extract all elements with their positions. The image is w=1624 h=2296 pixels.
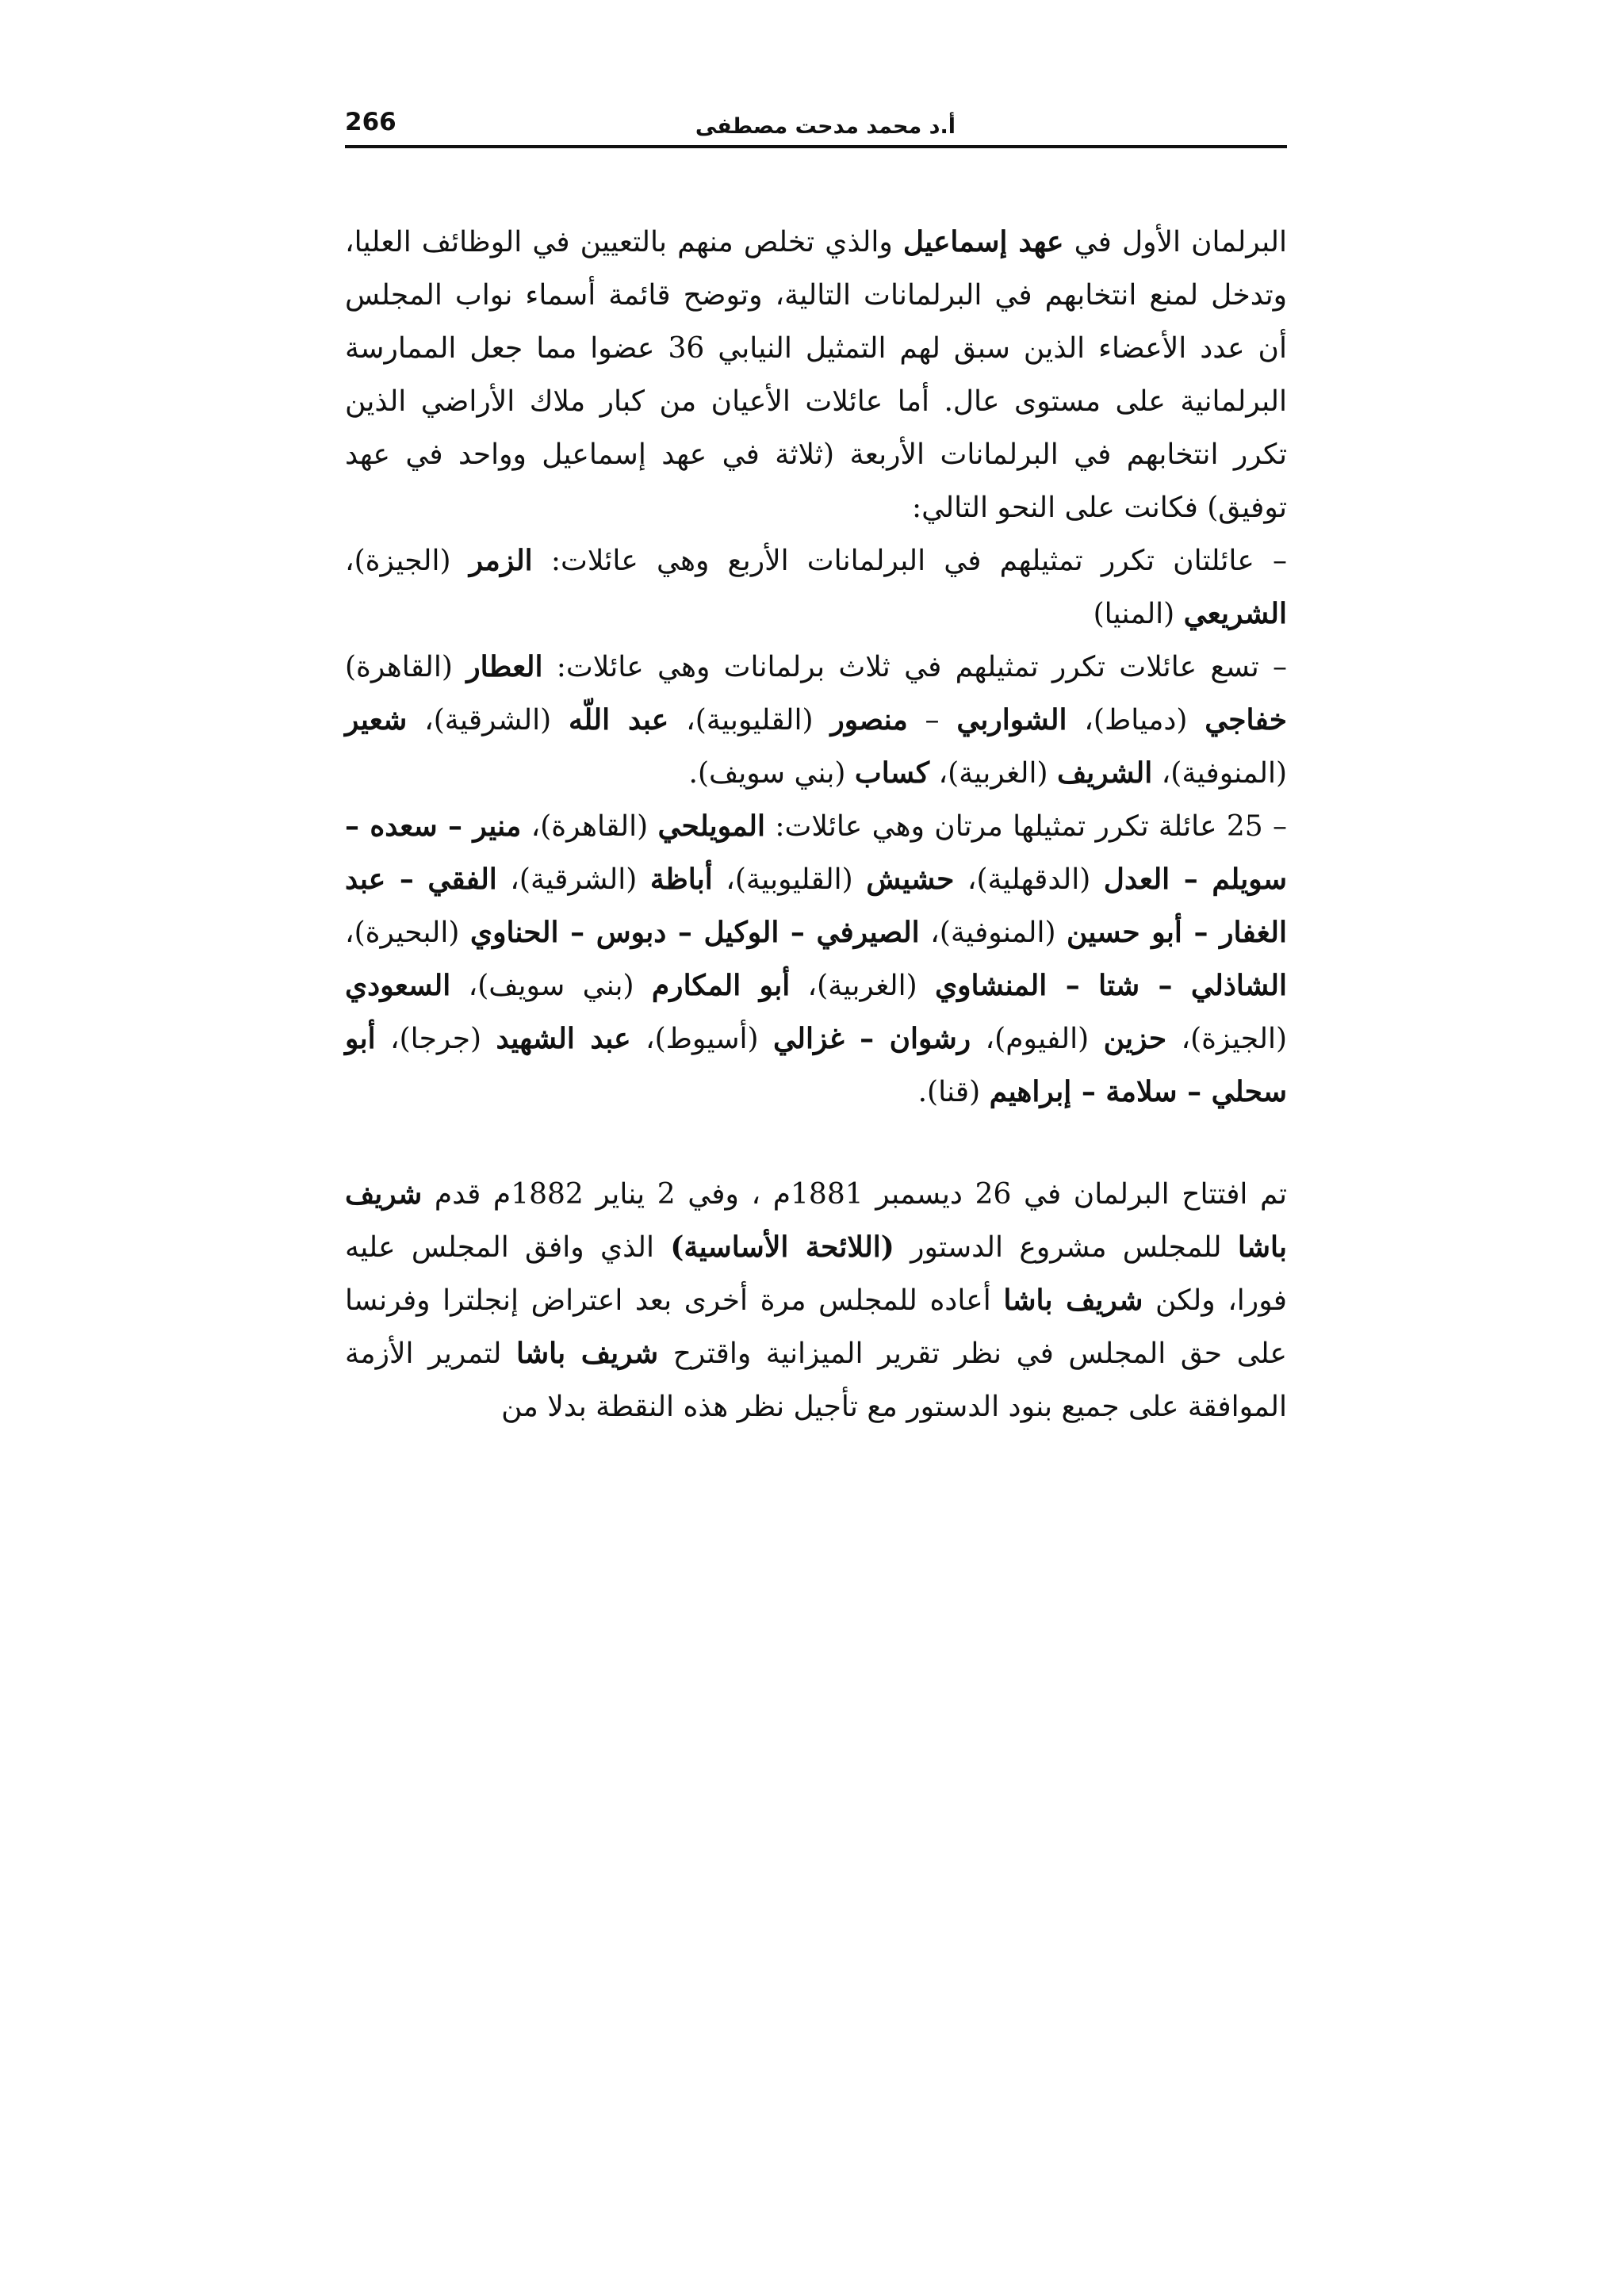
bold-name: الفقي – عبد الغفار – أبو حسين bbox=[345, 863, 1287, 949]
text-run: – bbox=[907, 704, 957, 737]
text-run: (الغربية)، bbox=[929, 757, 1057, 790]
bold-name: شريف باشا bbox=[1003, 1284, 1143, 1317]
text-run: – 25 عائلة تكرر تمثيلها مرتان وهي عائلات: bbox=[765, 810, 1287, 843]
bold-name: منير – سعده – سويلم – العدل bbox=[345, 809, 1287, 896]
bold-name: عبد اللّه bbox=[568, 703, 669, 737]
text-run: (المنيا) bbox=[1093, 598, 1184, 630]
bold-name: الشاذلي – شتا – المنشاوي bbox=[934, 969, 1287, 1002]
bold-name: شريف باشا bbox=[516, 1337, 659, 1370]
text-run: (البحيرة)، bbox=[345, 916, 470, 949]
bold-name: عهد إسماعيل bbox=[902, 225, 1064, 258]
text-run: (الدقهلية)، bbox=[954, 863, 1104, 896]
bold-name: المويلحي bbox=[657, 809, 766, 843]
bold-name: منصور bbox=[830, 703, 908, 737]
text-run: – تسع عائلات تكرر تمثيلهم في ثلاث برلمانات وهي عائلات: bbox=[542, 651, 1287, 683]
text-run: (القاهرة)، bbox=[521, 810, 658, 843]
body-text bbox=[345, 216, 1287, 1433]
text-run: (الجيزة)، bbox=[345, 545, 469, 577]
text-run: (المنوفية)، bbox=[1152, 757, 1287, 790]
paragraph-intro bbox=[345, 216, 1287, 534]
text-run: (بني سويف). bbox=[688, 757, 855, 790]
paragraph-two-families bbox=[345, 534, 1287, 641]
bold-name: أباظة bbox=[649, 863, 713, 896]
bold-name: خفاجي bbox=[1205, 703, 1287, 737]
page-header bbox=[345, 94, 1287, 146]
bold-name: الشواربي bbox=[956, 703, 1067, 737]
text-run: للمجلس مشروع الدستور bbox=[894, 1231, 1238, 1264]
text-run: (الشرقية)، bbox=[407, 704, 569, 737]
bold-name: حشيش bbox=[866, 863, 955, 896]
bold-name: شريف باشا bbox=[345, 1177, 1287, 1264]
page-number: 266 bbox=[345, 108, 396, 136]
text-run: (الفيوم)، bbox=[971, 1023, 1104, 1055]
text-run: (جرجا)، bbox=[375, 1023, 496, 1055]
text-run: أعاده للمجلس مرة أخرى بعد اعتراض إنجلترا وفرنسا على حق المجلس في نظر تقرير الميزانية واقترح bbox=[345, 1284, 1288, 1370]
text-run: (الجيزة)، bbox=[1166, 1023, 1288, 1055]
text-run: (أسيوط)، bbox=[630, 1023, 773, 1055]
bold-name: عبد الشهيد bbox=[496, 1022, 631, 1055]
paragraph-opening bbox=[345, 1168, 1287, 1433]
bold-name: العطار bbox=[466, 650, 543, 683]
paragraph-nine-families bbox=[345, 641, 1287, 800]
bold-name: رشوان – غزالي bbox=[772, 1022, 971, 1055]
bold-name: (اللائحة الأساسية) bbox=[670, 1230, 894, 1264]
text-run: تم افتتاح البرلمان في 26 ديسمبر 1881م ، وفي 2 يناير 1882م قدم bbox=[422, 1178, 1288, 1211]
bold-name: أبو سحلي – سلامة – إبراهيم bbox=[345, 1022, 1287, 1108]
bold-name: أبو المكارم bbox=[651, 969, 791, 1002]
bold-name: الزمر bbox=[469, 544, 533, 577]
text-run: (بني سويف)، bbox=[450, 970, 652, 1002]
text-run: (القليوبية)، bbox=[712, 863, 867, 896]
header-rule bbox=[345, 145, 1287, 148]
text-run: (دمياط)، bbox=[1067, 704, 1205, 737]
paragraph-twentyfive-families bbox=[345, 800, 1287, 1119]
bold-name: شعير bbox=[345, 703, 408, 737]
text-run: (الشرقية)، bbox=[496, 863, 650, 896]
text-run: (المنوفية)، bbox=[919, 916, 1067, 949]
bold-name: كساب bbox=[854, 756, 929, 790]
bold-name: الصيرفي – الوكيل – دبوس – الحناوي bbox=[469, 916, 920, 949]
text-run: والذي تخلص منهم بالتعيين في الوظائف العليا، وتدخل لمنع انتخابهم في البرلمانات التالية، وتوضح قائمة أسماء نواب المجلس أن عدد الأعضاء الذين سبق لهم التمثيل النيابي 36 عضوا مما جعل الممارسة البرلمانية على مستوى عال. أما عائلات الأعيان من كبار ملاك الأراضي الذين تكرر انتخابهم في البرلمانات الأربعة (ثلاثة في عهد إسماعيل وواحد في عهد توفيق) فكانت على النحو التالي: bbox=[345, 226, 1288, 524]
bold-name: الشريف bbox=[1056, 756, 1153, 790]
text-run: البرلمان الأول في bbox=[1063, 226, 1287, 258]
text-run: (قنا). bbox=[917, 1076, 990, 1108]
bold-name: حزين bbox=[1103, 1022, 1167, 1055]
bold-name: السعودي bbox=[345, 969, 451, 1002]
header-author: أ.د محمد مدحت مصطفى bbox=[695, 114, 956, 139]
text-run: – عائلتان تكرر تمثيلهم في البرلمانات الأربع وهي عائلات: bbox=[532, 545, 1288, 577]
text-run: (القليوبية)، bbox=[668, 704, 831, 737]
bold-name: الشريعي bbox=[1183, 597, 1287, 630]
text-run: (القاهرة) bbox=[345, 651, 467, 683]
text-run: (الغربية)، bbox=[790, 970, 935, 1002]
text-run: الذي وافق المجلس عليه فورا، ولكن bbox=[345, 1231, 1288, 1317]
text-run: لتمرير الأزمة الموافقة على جميع بنود الدستور مع تأجيل نظر هذه النقطة بدلا من bbox=[345, 1337, 1287, 1423]
